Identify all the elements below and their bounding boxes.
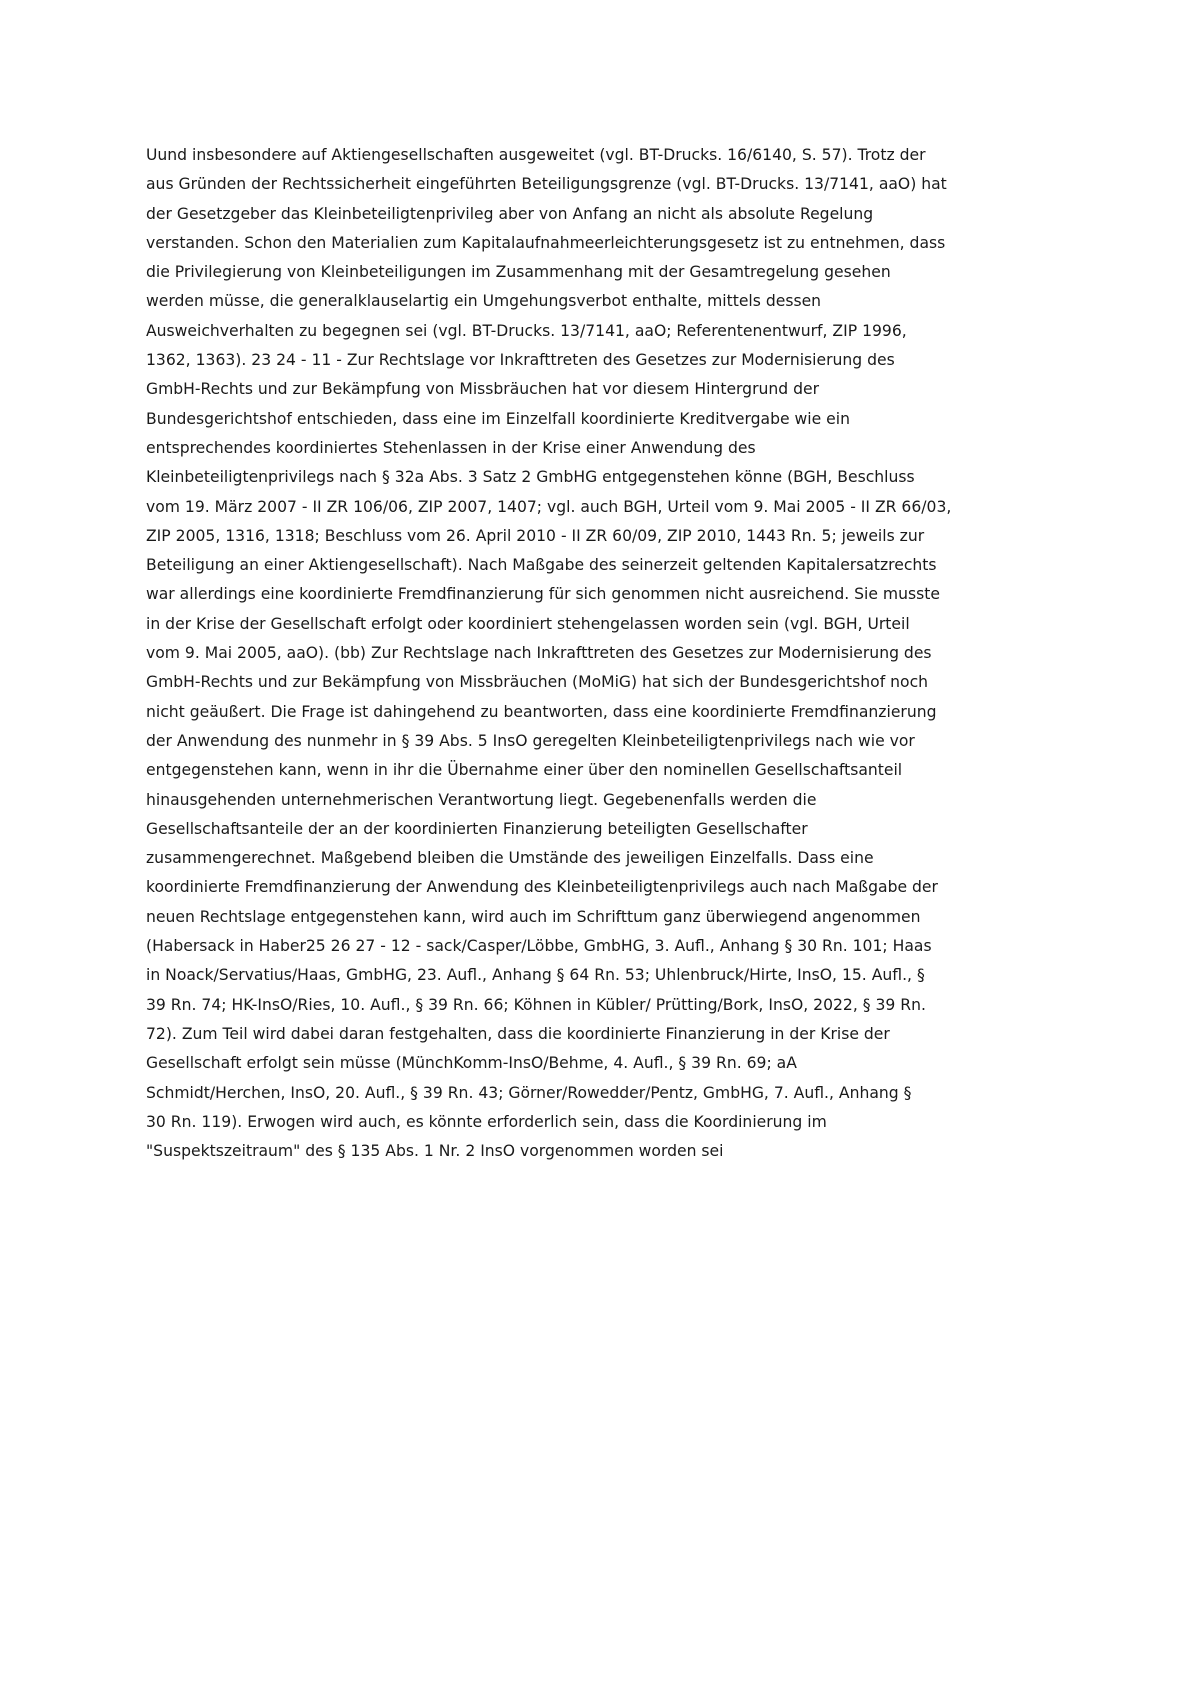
- text-line: in der Krise der Gesellschaft erfolgt oder koordiniert stehengelassen worden sein (vgl. BGH, Urteil: [146, 614, 910, 633]
- text-line: GmbH-Rechts und zur Bekämpfung von Missbräuchen hat vor diesem Hintergrund der: [146, 380, 820, 399]
- text-line: Kleinbeteiligtenprivilegs nach § 32a Abs. 3 Satz 2 GmbHG entgegenstehen könne (BGH, Beschluss: [146, 468, 915, 487]
- text-line: Gesellschaftsanteile der an der koordinierten Finanzierung beteiligten Gesellschafter: [146, 819, 808, 838]
- text-line: Bundesgerichtshof entschieden, dass eine im Einzelfall koordinierte Kreditvergabe wie ein: [146, 409, 850, 428]
- text-line: hinausgehenden unternehmerischen Verantwortung liegt. Gegebenenfalls werden die: [146, 790, 817, 809]
- text-line: koordinierte Fremdfinanzierung der Anwendung des Kleinbeteiligtenprivilegs auch nach Maßgabe der: [146, 878, 938, 897]
- text-line: die Privilegierung von Kleinbeteiligungen im Zusammenhang mit der Gesamtregelung gesehen: [146, 263, 891, 282]
- text-line: Uund insbesondere auf Aktiengesellschaften ausgeweitet (vgl. BT-Drucks. 16/6140, S. 57). Trotz der: [146, 146, 926, 164]
- text-line: "Suspektszeitraum" des § 135 Abs. 1 Nr. 2 InsO vorgenommen worden sei: [146, 1142, 724, 1161]
- text-line: nicht geäußert. Die Frage ist dahingehend zu beantworten, dass eine koordinierte Fremdfinanzierung: [146, 702, 937, 721]
- text-line: in Noack/Servatius/Haas, GmbHG, 23. Aufl., Anhang § 64 Rn. 53; Uhlenbruck/Hirte, InsO, 15. Aufl., §: [146, 966, 925, 985]
- text-line: der Anwendung des nunmehr in § 39 Abs. 5 InsO geregelten Kleinbeteiligtenprivilegs nach wie vor: [146, 731, 915, 750]
- text-line: war allerdings eine koordinierte Fremdfinanzierung für sich genommen nicht ausreichend. Sie musste: [146, 585, 940, 604]
- text-line: aus Gründen der Rechtssicherheit eingeführten Beteiligungsgrenze (vgl. BT-Drucks. 13/7141, aaO) hat: [146, 175, 947, 194]
- text-line: werden müsse, die generalklauselartig ein Umgehungsverbot enthalte, mittels dessen: [146, 292, 822, 311]
- text-line: entgegenstehen kann, wenn in ihr die Übernahme einer über den nominellen Gesellschaftsanteil: [146, 761, 903, 780]
- text-line: Schmidt/Herchen, InsO, 20. Aufl., § 39 Rn. 43; Görner/Rowedder/Pentz, GmbHG, 7. Aufl., Anhang §: [146, 1083, 912, 1102]
- text-line: 72). Zum Teil wird dabei daran festgehalten, dass die koordinierte Finanzierung in der Krise der: [146, 1024, 890, 1043]
- text-line: vom 9. Mai 2005, aaO). (bb) Zur Rechtslage nach Inkrafttreten des Gesetzes zur Modernisierung des: [146, 644, 932, 663]
- text-line: 30 Rn. 119). Erwogen wird auch, es könnte erforderlich sein, dass die Koordinierung im: [146, 1112, 827, 1131]
- text-line: ZIP 2005, 1316, 1318; Beschluss vom 26. April 2010 - II ZR 60/09, ZIP 2010, 1443 Rn. 5; jeweils zur: [146, 526, 925, 545]
- text-line: 1362, 1363). 23 24 - 11 - Zur Rechtslage vor Inkrafttreten des Gesetzes zur Modernisierung des: [146, 351, 895, 370]
- text-line: entsprechendes koordiniertes Stehenlassen in der Krise einer Anwendung des: [146, 438, 756, 457]
- text-line: 39 Rn. 74; HK-InsO/Ries, 10. Aufl., § 39 Rn. 66; Köhnen in Kübler/ Prütting/Bork, InsO, 2022, § 39 Rn.: [146, 995, 926, 1014]
- text-line: Beteiligung an einer Aktiengesellschaft). Nach Maßgabe des seinerzeit geltenden Kapitalersatzrechts: [146, 556, 937, 575]
- body-text: [146, 141, 1066, 1166]
- text-line: neuen Rechtslage entgegenstehen kann, wird auch im Schrifttum ganz überwiegend angenommen: [146, 907, 921, 926]
- text-line: Ausweichverhalten zu begegnen sei (vgl. BT-Drucks. 13/7141, aaO; Referentenentwurf, ZIP 1996,: [146, 321, 907, 340]
- text-line: verstanden. Schon den Materialien zum Kapitalaufnahmeerleichterungsgesetz ist zu entnehmen, dass: [146, 233, 946, 252]
- text-line: der Gesetzgeber das Kleinbeteiligtenprivileg aber von Anfang an nicht als absolute Regelung: [146, 204, 874, 223]
- text-line: vom 19. März 2007 - II ZR 106/06, ZIP 2007, 1407; vgl. auch BGH, Urteil vom 9. Mai 2005 - II ZR 66/03,: [146, 497, 952, 516]
- text-line: Gesellschaft erfolgt sein müsse (MünchKomm-InsO/Behme, 4. Aufl., § 39 Rn. 69; aA: [146, 1054, 797, 1073]
- text-line: GmbH-Rechts und zur Bekämpfung von Missbräuchen (MoMiG) hat sich der Bundesgerichtshof noch: [146, 673, 929, 692]
- text-line: (Habersack in Haber25 26 27 - 12 - sack/Casper/Löbbe, GmbHG, 3. Aufl., Anhang § 30 Rn. 101; Haas: [146, 937, 932, 956]
- text-line: zusammengerechnet. Maßgebend bleiben die Umstände des jeweiligen Einzelfalls. Dass eine: [146, 849, 874, 868]
